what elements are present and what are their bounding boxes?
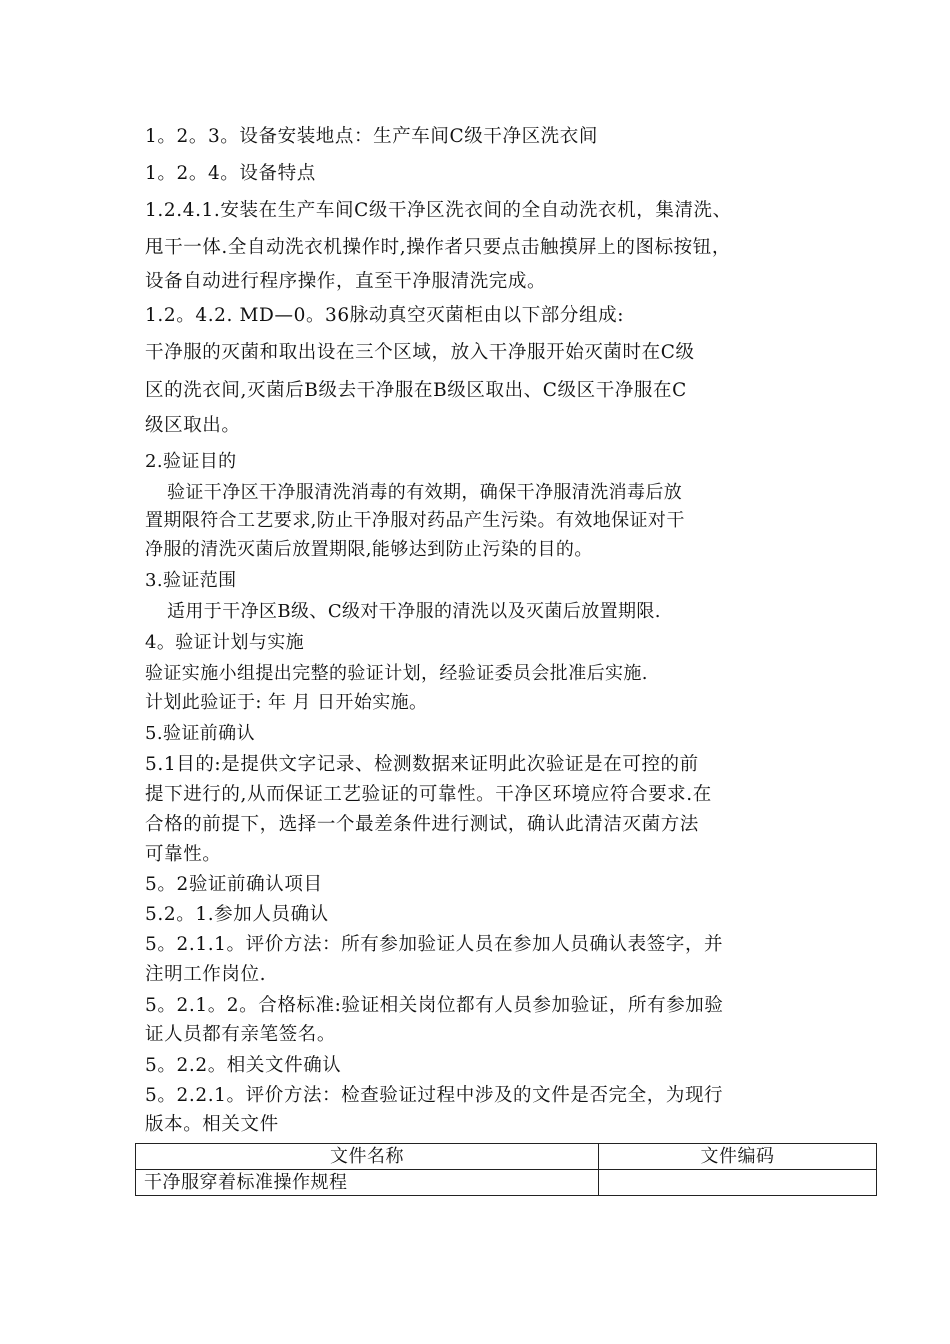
line-1-2-4-1-b: 甩干一体.全自动洗衣机操作时,操作者只要点击触摸屏上的图标按钮， [145, 237, 731, 258]
line-1-2-4-heading: 1。2。4。设备特点 [145, 163, 316, 184]
cell-doc-code [598, 1170, 876, 1196]
line-1-2-3-install-location: 1。2。3。设备安装地点：生产车间C级干净区洗衣间 [145, 126, 598, 147]
line-5-2-1-1-b: 注明工作岗位. [145, 964, 267, 985]
line-5-2-2-1-a: 5。2.2.1。评价方法：检查验证过程中涉及的文件是否完全，为现行 [145, 1085, 724, 1106]
line-sterilize-a: 干净服的灭菌和取出设在三个区域，放入干净服开始灭菌时在C级 [145, 342, 695, 363]
line-5-2-heading: 5。2验证前确认项目 [145, 874, 323, 895]
line-5-1-a: 5.1目的:是提供文字记录、检测数据来证明此次验证是在可控的前 [145, 754, 699, 775]
line-5-1-d: 可靠性。 [145, 844, 222, 865]
line-sterilize-b: 区的洗衣间,灭菌后B级去干净服在B级区取出、C级区干净服在C [145, 380, 687, 401]
header-doc-name: 文件名称 [136, 1144, 599, 1170]
line-1-2-4-1-c: 设备自动进行程序操作，直至干净服清洗完成。 [145, 271, 547, 292]
line-5-2-2-1-b: 版本。相关文件 [145, 1114, 279, 1135]
line-5-2-1-2-b: 证人员都有亲笔签名。 [145, 1024, 337, 1045]
header-doc-code: 文件编码 [598, 1144, 876, 1170]
line-1-2-4-1-a: 1.2.4.1.安装在生产车间C级干净区洗衣间的全自动洗衣机，集清洗、 [145, 200, 732, 221]
purpose-b: 置期限符合工艺要求,防止干净服对药品产生污染。有效地保证对干 [145, 510, 685, 531]
line-sterilize-c: 级区取出。 [145, 415, 241, 436]
section-2-heading: 2.验证目的 [145, 451, 237, 472]
table-row [136, 1170, 877, 1196]
cell-doc-name: 干净服穿着标准操作规程 [136, 1170, 599, 1196]
scope-text: 适用于干净区B级、C级对干净服的清洗以及灭菌后放置期限. [167, 601, 661, 622]
related-documents-table [135, 1143, 877, 1196]
line-5-2-2-heading: 5。2.2。相关文件确认 [145, 1055, 342, 1076]
line-5-1-c: 合格的前提下，选择一个最差条件进行测试，确认此清洁灭菌方法 [145, 814, 699, 835]
line-5-1-b: 提下进行的,从而保证工艺验证的可靠性。干净区环境应符合要求.在 [145, 784, 712, 805]
line-5-2-1-2-a: 5。2.1。2。合格标准:验证相关岗位都有人员参加验证，所有参加验 [145, 995, 724, 1016]
line-5-2-1-heading: 5.2。1.参加人员确认 [145, 904, 329, 925]
plan-text: 验证实施小组提出完整的验证计划，经验证委员会批准后实施. [145, 663, 648, 684]
section-4-heading: 4。验证计划与实施 [145, 632, 305, 653]
section-5-heading: 5.验证前确认 [145, 723, 255, 744]
plan-date-line: 计划此验证于: 年 月 日开始实施。 [145, 692, 428, 713]
line-1-2-4-2-heading: 1.2。4.2. MD—0。36脉动真空灭菌柜由以下部分组成: [145, 305, 625, 326]
line-5-2-1-1-a: 5。2.1.1。评价方法：所有参加验证人员在参加人员确认表签字，并 [145, 934, 724, 955]
table-header-row [136, 1144, 877, 1170]
section-3-heading: 3.验证范围 [145, 570, 237, 591]
purpose-a: 验证干净区干净服清洗消毒的有效期，确保干净服清洗消毒后放 [167, 482, 683, 503]
purpose-c: 净服的清洗灭菌后放置期限,能够达到防止污染的目的。 [145, 539, 593, 560]
